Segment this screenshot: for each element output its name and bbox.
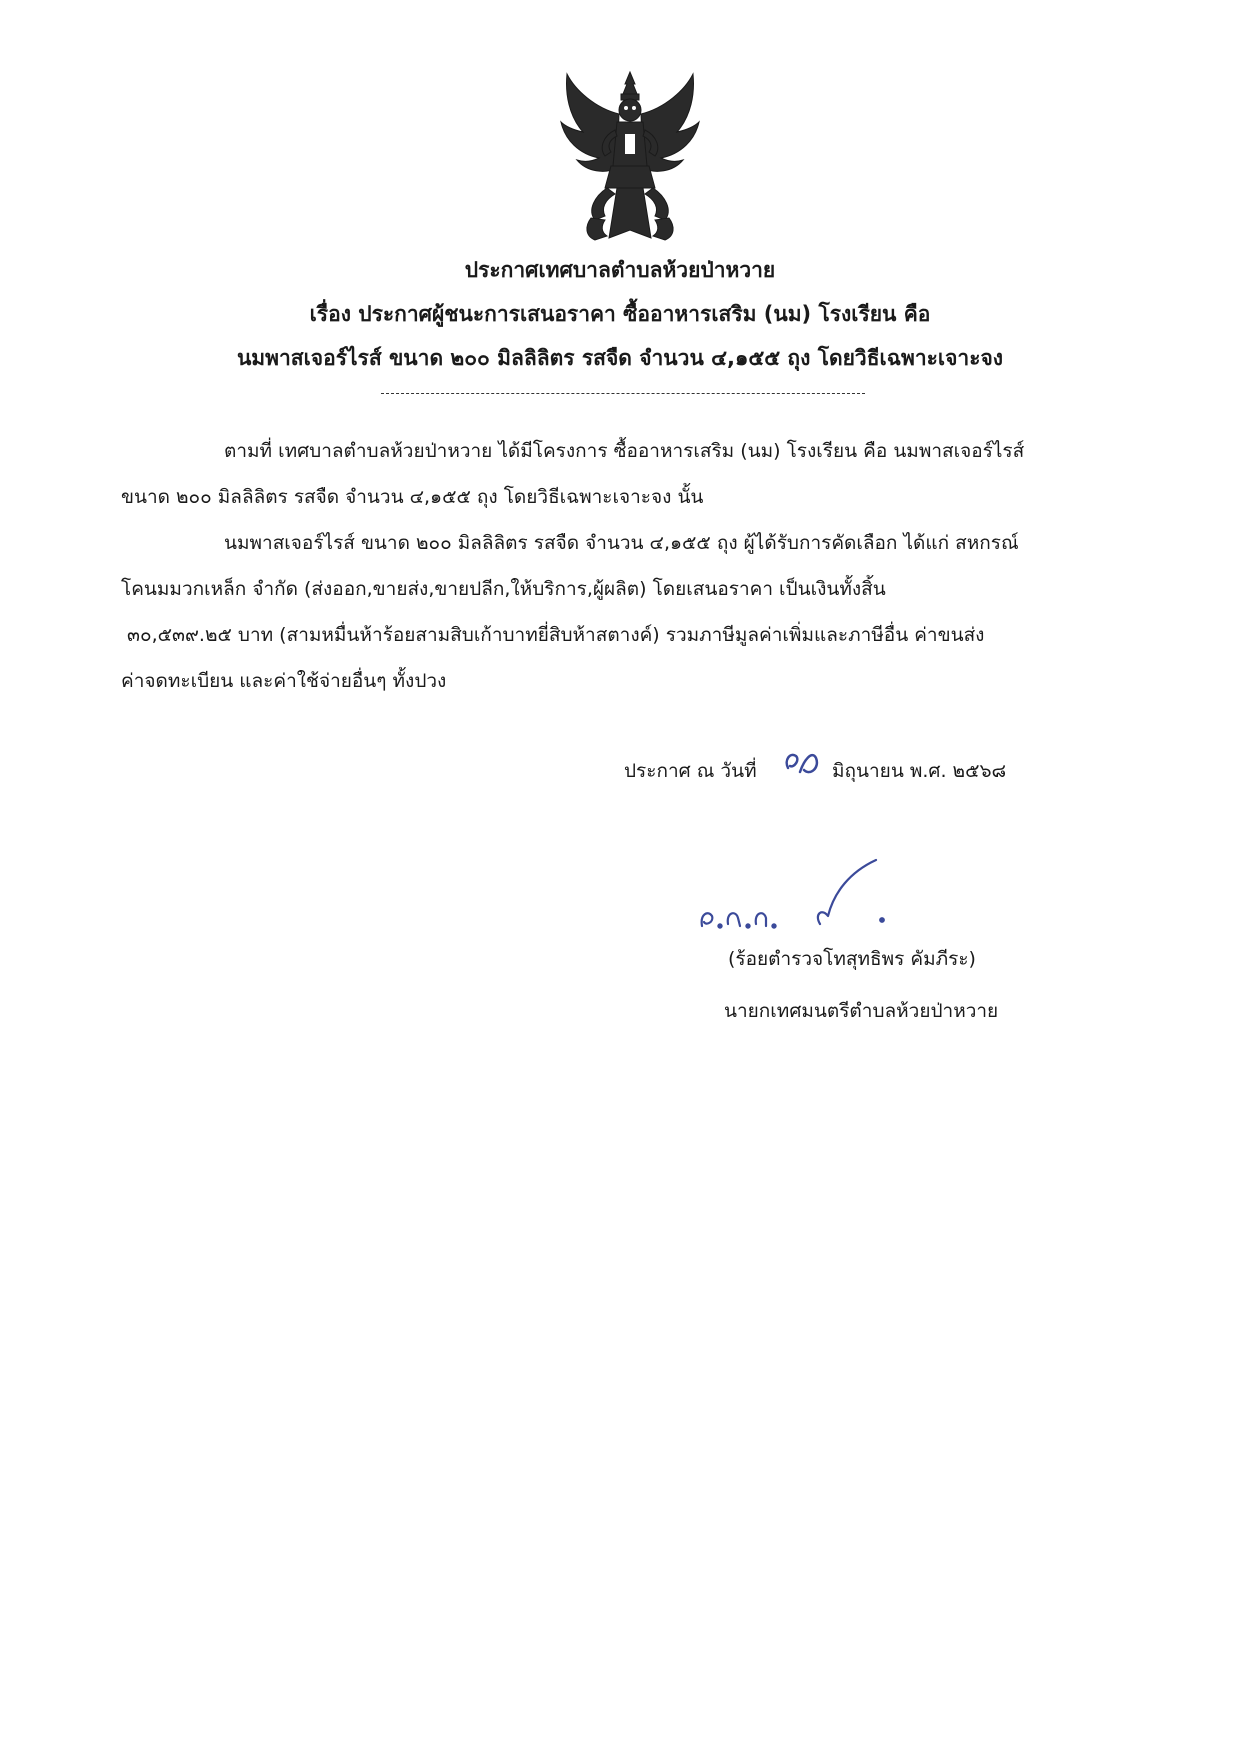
paragraph-2-line-2: โคนมมวกเหล็ก จำกัด (ส่งออก,ขายส่ง,ขายปลีก,ให้บริการ,ผู้ผลิต) โดยเสนอราคา เป็นเงินทั้งสิ้น — [121, 578, 886, 600]
announcement-subject-line-2: นมพาสเจอร์ไรส์ ขนาด ๒๐๐ มิลลิลิตร รสจืด จำนวน ๔,๑๕๕ ถุง โดยวิธีเฉพาะเจาะจง — [236, 346, 1004, 370]
announcement-subject-line-1: เรื่อง ประกาศผู้ชนะการเสนอราคา ซื้ออาหารเสริม (นม) โรงเรียน คือ — [309, 302, 931, 326]
date-prefix: ประกาศ ณ วันที่ — [624, 760, 757, 782]
handwritten-signature — [700, 852, 900, 932]
signatory-position: นายกเทศมนตรีตำบลห้วยป่าหวาย — [724, 1000, 999, 1022]
handwritten-day-mark — [782, 746, 822, 780]
announcement-title: ประกาศเทศบาลตำบลห้วยป่าหวาย — [464, 258, 776, 282]
date-suffix: มิถุนายน พ.ศ. ๒๕๖๘ — [832, 760, 1007, 782]
paragraph-1-line-2: ขนาด ๒๐๐ มิลลิลิตร รสจืด จำนวน ๔,๑๕๕ ถุง โดยวิธีเฉพาะเจาะจง นั้น — [121, 486, 704, 508]
garuda-emblem-icon — [555, 70, 705, 246]
signatory-name: (ร้อยตำรวจโทสุทธิพร คัมภีระ) — [728, 948, 976, 970]
paragraph-1-line-1: ตามที่ เทศบาลตำบลห้วยป่าหวาย ได้มีโครงการ ซื้ออาหารเสริม (นม) โรงเรียน คือ นมพาสเจอร์ไรส์ — [224, 440, 1025, 462]
paragraph-2-line-1: นมพาสเจอร์ไรส์ ขนาด ๒๐๐ มิลลิลิตร รสจืด จำนวน ๔,๑๕๕ ถุง ผู้ได้รับการคัดเลือก ได้แก่ สหกรณ์ — [224, 532, 1019, 554]
paragraph-2-line-3: ๓๐,๕๓๙.๒๕ บาท (สามหมื่นห้าร้อยสามสิบเก้าบาทยี่สิบห้าสตางค์) รวมภาษีมูลค่าเพิ่มและภาษีอื่น ค่าขนส่ง — [127, 624, 985, 646]
header-divider — [381, 393, 865, 394]
paragraph-2-line-4: ค่าจดทะเบียน และค่าใช้จ่ายอื่นๆ ทั้งปวง — [121, 670, 447, 692]
